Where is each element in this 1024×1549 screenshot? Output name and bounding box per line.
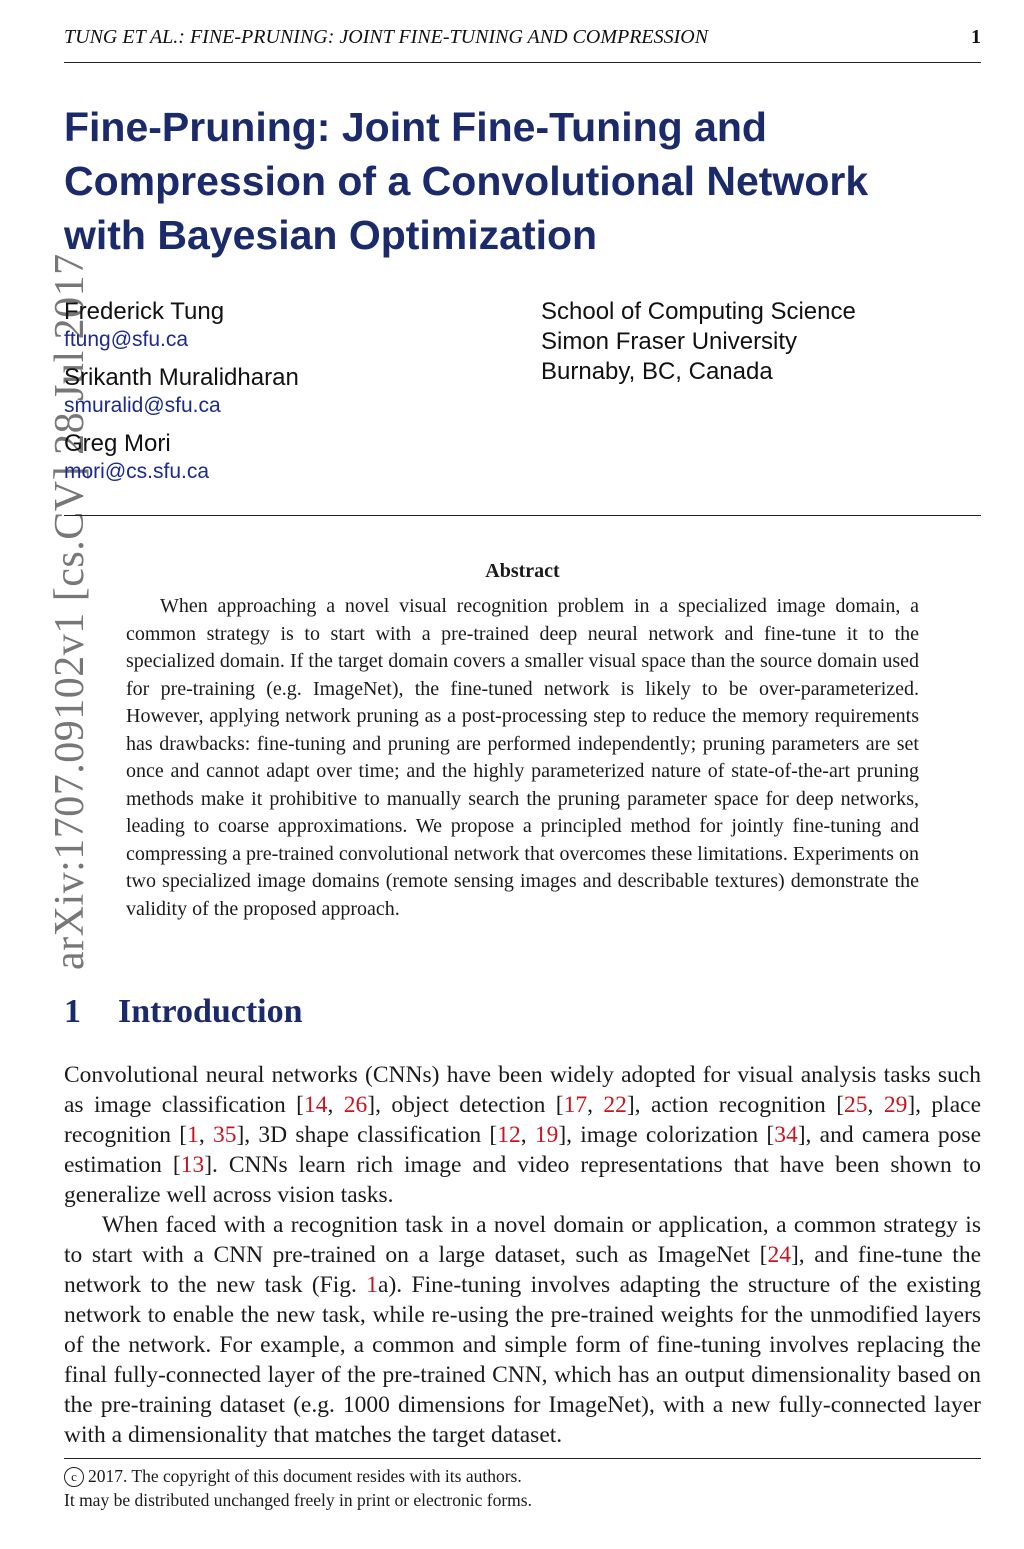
text-run: ], 3D shape classification [ <box>236 1122 498 1148</box>
citation-link[interactable]: 26 <box>343 1092 368 1118</box>
citation-link[interactable]: 25 <box>844 1092 868 1118</box>
section-number: 1 <box>64 993 81 1030</box>
intro-paragraph <box>64 1060 981 1210</box>
header-rule <box>64 62 981 63</box>
text-run: ], and camera pose estimation [ <box>64 1122 981 1178</box>
text-run: ], image colorization [ <box>558 1122 775 1148</box>
intro-paragraph <box>64 1210 981 1450</box>
title-line: with Bayesian Optimization <box>64 212 598 258</box>
running-header <box>64 26 981 52</box>
author-name: Frederick Tung <box>64 298 225 325</box>
affiliation-line: School of Computing Science <box>541 298 856 325</box>
text-run: , <box>327 1092 344 1118</box>
running-title: TUNG ET AL.: FINE-PRUNING: JOINT FINE-TUNING AND COMPRESSION <box>64 26 709 48</box>
text-run: Convolutional neural networks (CNNs) have been widely adopted for visual analysis tasks such as image classification [ <box>64 1062 981 1118</box>
citation-link[interactable]: 1 <box>187 1122 199 1148</box>
author-name: Greg Mori <box>64 430 171 457</box>
author-email-link[interactable]: ftung@sfu.ca <box>64 328 189 351</box>
footnote <box>64 1464 981 1512</box>
citation-link[interactable]: 17 <box>563 1092 588 1118</box>
citation-link[interactable]: 12 <box>497 1122 521 1148</box>
affiliation-line: Simon Fraser University <box>541 328 798 355</box>
copyright-icon: c <box>64 1467 84 1487</box>
text-run: ], object detection [ <box>367 1092 564 1118</box>
citation-link[interactable]: 29 <box>883 1092 908 1118</box>
footnote-line: It may be distributed unchanged freely in print or electronic forms. <box>64 1490 532 1510</box>
section-title: Introduction <box>118 993 303 1030</box>
citation-link[interactable]: 13 <box>180 1152 205 1178</box>
arxiv-stamp: arXiv:1707.09102v1 [cs.CV] 28 Jul 2017 <box>47 253 93 970</box>
affiliation <box>541 297 856 387</box>
author-email-link[interactable]: mori@cs.sfu.ca <box>64 460 210 483</box>
text-run: ], and fine-tune the network to the new task (Fig. <box>64 1242 981 1298</box>
text-run: , <box>198 1122 213 1148</box>
text-run: ], place recognition [ <box>64 1092 982 1148</box>
title-line: Compression of a Convolutional Network <box>64 158 869 204</box>
affiliation-line: Burnaby, BC, Canada <box>541 358 773 385</box>
abstract-heading: Abstract <box>485 560 560 582</box>
author-email-link[interactable]: smuralid@sfu.ca <box>64 394 221 417</box>
copyright-text: 2017. The copyright of this document resides with its authors. <box>88 1466 522 1486</box>
title-block-rule <box>64 515 981 516</box>
text-run: ]. CNNs learn rich image and video representations that have been shown to generalize well across vision tasks. <box>64 1152 981 1208</box>
citation-link[interactable]: 22 <box>603 1092 627 1118</box>
author-list <box>64 297 484 495</box>
text-run: ], action recognition [ <box>626 1092 845 1118</box>
page-number: 1 <box>971 26 981 48</box>
text-run: , <box>867 1092 884 1118</box>
abstract-text: When approaching a novel visual recognition problem in a specialized image domain, a common strategy is to start with a pre-trained deep neural network and fine-tune it to the specialized domain. If the target domain covers a smaller visual space than the source domain used for pre-training (e.g. ImageNet), the fine-tuned network is likely to be over-parameterized. However, applying network pruning as a post-processing step to reduce the memory requirements has drawbacks: fine-tuning and pruning are performed independently; pruning parameters are set once and cannot adapt over time; and the highly parameterized nature of state-of-the-art pruning methods make it prohibitive to manually search the pruning parameter space for deep networks, leading to coarse approximations. We propose a principled method for jointly fine-tuning and compressing a pre-trained convolutional network that overcomes these limitations. Experiments on two specialized image domains (remote sensing images and describable textures) demonstrate the validity of the proposed approach. <box>126 595 919 920</box>
citation-link[interactable]: 34 <box>774 1122 798 1148</box>
figure-ref-link[interactable]: 1 <box>366 1272 379 1298</box>
text-run: a). Fine-tuning involves adapting the structure of the existing network to enable the new task, while re-using the pre-trained weights for the unmodified layers of the network. For example, a common and simple form of fine-tuning involves replacing the final fully-connected layer of the pre-trained CNN, which has an output dimensionality based on the pre-training dataset (e.g. 1000 dimensions for ImageNet), with a new fully-connected layer with a dimensionality that matches the target dataset. <box>64 1272 981 1448</box>
footnote-rule <box>64 1458 981 1459</box>
text-run: , <box>520 1122 535 1148</box>
citation-link[interactable]: 35 <box>212 1122 237 1148</box>
paper-title <box>64 100 964 262</box>
section-heading <box>64 993 303 1031</box>
text-run: When faced with a recognition task in a novel domain or application, a common strategy is to start with a CNN pre-trained on a large dataset, such as ImageNet [ <box>64 1212 981 1268</box>
title-line: Fine-Pruning: Joint Fine-Tuning and <box>64 104 767 150</box>
citation-link[interactable]: 14 <box>304 1092 328 1118</box>
text-run: , <box>587 1092 604 1118</box>
footnote-line <box>64 1464 981 1488</box>
citation-link[interactable]: 24 <box>767 1242 791 1268</box>
author-name: Srikanth Muralidharan <box>64 364 299 391</box>
citation-link[interactable]: 19 <box>534 1122 559 1148</box>
